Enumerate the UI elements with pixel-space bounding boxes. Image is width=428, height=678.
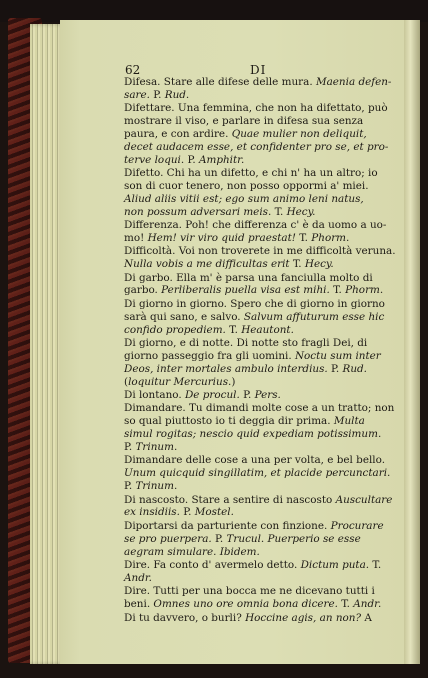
latin-text: Noctu sum inter <box>294 349 381 362</box>
text-line <box>124 115 404 128</box>
text-line <box>124 519 404 533</box>
text-line <box>124 153 404 167</box>
text-line <box>124 480 404 493</box>
italian-text: beni. <box>124 598 154 611</box>
latin-text: Maenia defen- <box>315 76 392 88</box>
italian-text: T. <box>295 231 312 244</box>
italian-text: Di lontano. <box>124 389 185 401</box>
dictionary-entry <box>124 494 404 520</box>
italian-text: T. <box>289 258 305 271</box>
italian-text: mostrare il viso, e parlare in difesa sua senza <box>124 115 364 128</box>
latin-text: se pro puerpera. <box>124 532 212 545</box>
latin-text: confido propediem. <box>124 323 226 336</box>
text-line <box>124 337 404 350</box>
text-line <box>124 571 404 585</box>
italian-text: garbo. <box>124 284 162 297</box>
latin-text: Trucul. <box>226 532 265 545</box>
dictionary-entry <box>124 167 404 218</box>
latin-text: simul rogitas; nescio quid expediam potissimum. <box>124 428 382 441</box>
text-line <box>124 179 404 193</box>
latin-text: Andr. <box>353 598 382 611</box>
text-line <box>124 323 404 337</box>
text-line <box>124 349 404 363</box>
text-line <box>124 493 404 507</box>
latin-text: aegram simulare. Ibidem. <box>124 545 260 558</box>
text-line <box>124 611 404 625</box>
latin-text: Pers. <box>254 389 281 401</box>
dictionary-entry <box>124 559 404 585</box>
latin-text: decet audacem esse, et confidenter pro se, et pro- <box>124 140 389 153</box>
latin-text: Salvum affuturum esse hic <box>243 310 385 323</box>
latin-text: Phorm. <box>345 284 384 297</box>
italian-text: so qual piuttosto io ti deggia dir prima. <box>124 415 334 428</box>
dictionary-entry <box>124 520 404 559</box>
text-line <box>124 402 404 415</box>
latin-text: Phorm. <box>311 231 350 244</box>
latin-text: loquitur Mercurius. <box>128 375 232 388</box>
italian-text: Difettare. Una femmina, che non ha difettato, può <box>124 102 388 115</box>
latin-text: Mostel. <box>194 506 234 519</box>
dictionary-entry <box>124 337 404 388</box>
italian-text: Dimandare. Tu dimandi molte cose a un tratto; non <box>124 402 395 415</box>
text-line <box>124 454 404 467</box>
text-line <box>124 389 404 402</box>
italian-text: P. <box>124 440 136 453</box>
italian-text: Dire. Fa conto d' avermelo detto. <box>124 558 301 571</box>
latin-text: De procul. <box>184 389 240 401</box>
text-line <box>124 284 404 297</box>
latin-text: Puerperio se esse <box>267 532 361 545</box>
italian-text: Difesa. Stare alle difese delle mura. <box>124 76 316 88</box>
text-line <box>124 506 404 519</box>
latin-text: Rud. <box>342 362 367 375</box>
italian-text: giorno passeggio fra gli uomini. <box>124 349 295 362</box>
dictionary-entry <box>124 102 404 166</box>
page-number: 62 <box>125 63 141 77</box>
text-line <box>124 297 404 311</box>
text-line <box>124 127 404 141</box>
text-line <box>124 167 404 180</box>
dictionary-entry <box>124 454 404 493</box>
italian-text: T. <box>225 323 242 336</box>
italian-text: Diportarsi da parturiente con finzione. <box>124 519 331 532</box>
italian-text: P. <box>239 389 255 401</box>
italian-text: A <box>361 611 372 624</box>
dictionary-entry <box>124 245 404 271</box>
text-line <box>124 467 404 480</box>
text-line <box>124 76 404 89</box>
page-fold <box>404 20 420 664</box>
dictionary-entry <box>124 389 404 402</box>
italian-text: Differenza. Poh! che differenza c' è da uomo a uo- <box>124 219 387 232</box>
dictionary-entry <box>124 219 404 245</box>
latin-text: sare. <box>124 88 150 101</box>
latin-text: Amphitr. <box>198 153 245 166</box>
latin-text: Auscultare <box>335 493 393 506</box>
latin-text: Hecy. <box>286 205 316 218</box>
italian-text: mo! <box>124 231 148 244</box>
italian-text: Difficoltà. Voi non troverete in me difficoltà veruna. <box>124 245 396 258</box>
italian-text: sarà qui sano, e salvo. <box>124 310 244 323</box>
text-line <box>124 258 404 271</box>
latin-text: Quae mulier non deliquit, <box>231 127 367 140</box>
text-line <box>124 440 404 454</box>
italian-text: P. <box>124 480 136 493</box>
latin-text: Rud. <box>164 88 190 101</box>
text-line <box>124 271 404 285</box>
latin-text: Hecy. <box>304 258 334 271</box>
latin-text: Aliud aliis vitii est; ego sum animo leni natus, <box>124 192 364 205</box>
italian-text: ) <box>231 375 236 388</box>
latin-text: ex insidiis. <box>124 506 180 519</box>
stacked-page-edges <box>30 24 64 664</box>
latin-text: Trinum. <box>135 480 178 493</box>
latin-text: Deos, inter mortales ambulo interdius. <box>124 362 328 375</box>
italian-text: P. <box>327 362 343 375</box>
latin-text: Omnes uno ore omnia bona dicere. <box>153 598 338 611</box>
running-head: DI <box>250 63 267 77</box>
text-line <box>124 219 404 232</box>
latin-text: Nulla vobis a me difficultas erit <box>124 258 290 271</box>
latin-text: Perliberalis puella visa est mihi. <box>161 284 330 297</box>
italian-text: son di cuor tenero, non posso oppormi a' miei. <box>124 179 369 192</box>
latin-text: terve loqui. <box>124 153 185 166</box>
latin-text: Hoccine agis, an non? <box>245 611 362 624</box>
italian-text: Dire. Tutti per una bocca me ne dicevano tutti i <box>124 585 375 598</box>
italian-text: paura, e con ardire. <box>124 127 232 140</box>
dictionary-entry <box>124 402 404 453</box>
italian-text: Di giorno in giorno. Spero che di giorno in giorno <box>124 297 385 310</box>
italian-text: ( <box>124 375 129 388</box>
latin-text: Unum quicquid singillatim, et placide percunctari. <box>124 467 391 480</box>
text-line <box>124 140 404 154</box>
italian-text: Di nascosto. Stare a sentire di nascosto <box>124 493 336 506</box>
italian-text: T. <box>369 558 382 571</box>
text-line <box>124 558 404 572</box>
text-line <box>124 231 404 245</box>
text-line <box>124 545 404 559</box>
italian-text: Di tu davvero, o burli? <box>124 611 246 624</box>
italian-text: Di giorno, e di notte. Di notte sto fragli Dei, di <box>124 337 368 350</box>
latin-text: Heautont. <box>241 323 294 336</box>
latin-text: Andr. <box>124 571 152 584</box>
text-line <box>124 362 404 376</box>
text-line <box>124 245 404 258</box>
dictionary-entry <box>124 612 404 625</box>
italian-text: Dimandare delle cose a una per volta, e bel bello. <box>124 454 385 467</box>
latin-text: Hem! vir viro quid praestat! <box>147 231 296 244</box>
text-line <box>124 428 404 441</box>
latin-text: Procurare <box>330 519 384 532</box>
text-line <box>124 88 404 102</box>
text-line <box>124 532 404 546</box>
text-line <box>124 102 404 115</box>
dictionary-entry <box>124 272 404 298</box>
latin-text: Trinum. <box>135 440 178 453</box>
italian-text: T. <box>271 205 287 218</box>
italian-text: Difetto. Chi ha un difetto, e chi n' ha un altro; io <box>124 167 378 180</box>
dictionary-entry <box>124 76 404 102</box>
book-cover-top <box>0 0 428 22</box>
text-line <box>124 205 404 219</box>
latin-text: Dictum puta. <box>300 558 370 571</box>
italian-text: P. <box>184 153 199 166</box>
italian-text: T. <box>329 284 346 297</box>
italian-text: P. <box>179 506 195 519</box>
latin-text: Multa <box>333 415 365 428</box>
italian-text: P. <box>211 532 227 545</box>
text-line <box>124 415 404 428</box>
italian-text: P. <box>149 88 165 101</box>
text-line <box>124 192 404 206</box>
text-line <box>124 375 404 389</box>
text-line <box>124 585 404 598</box>
text-line <box>124 598 404 611</box>
italian-text: T. <box>337 598 354 611</box>
latin-text: non possum adversari meis. <box>124 205 272 218</box>
dictionary-text <box>124 76 404 625</box>
text-line <box>124 310 404 324</box>
italian-text: Di garbo. Ella m' è parsa una fanciulla molto di <box>124 271 373 284</box>
dictionary-entry <box>124 298 404 337</box>
dictionary-entry <box>124 585 404 611</box>
